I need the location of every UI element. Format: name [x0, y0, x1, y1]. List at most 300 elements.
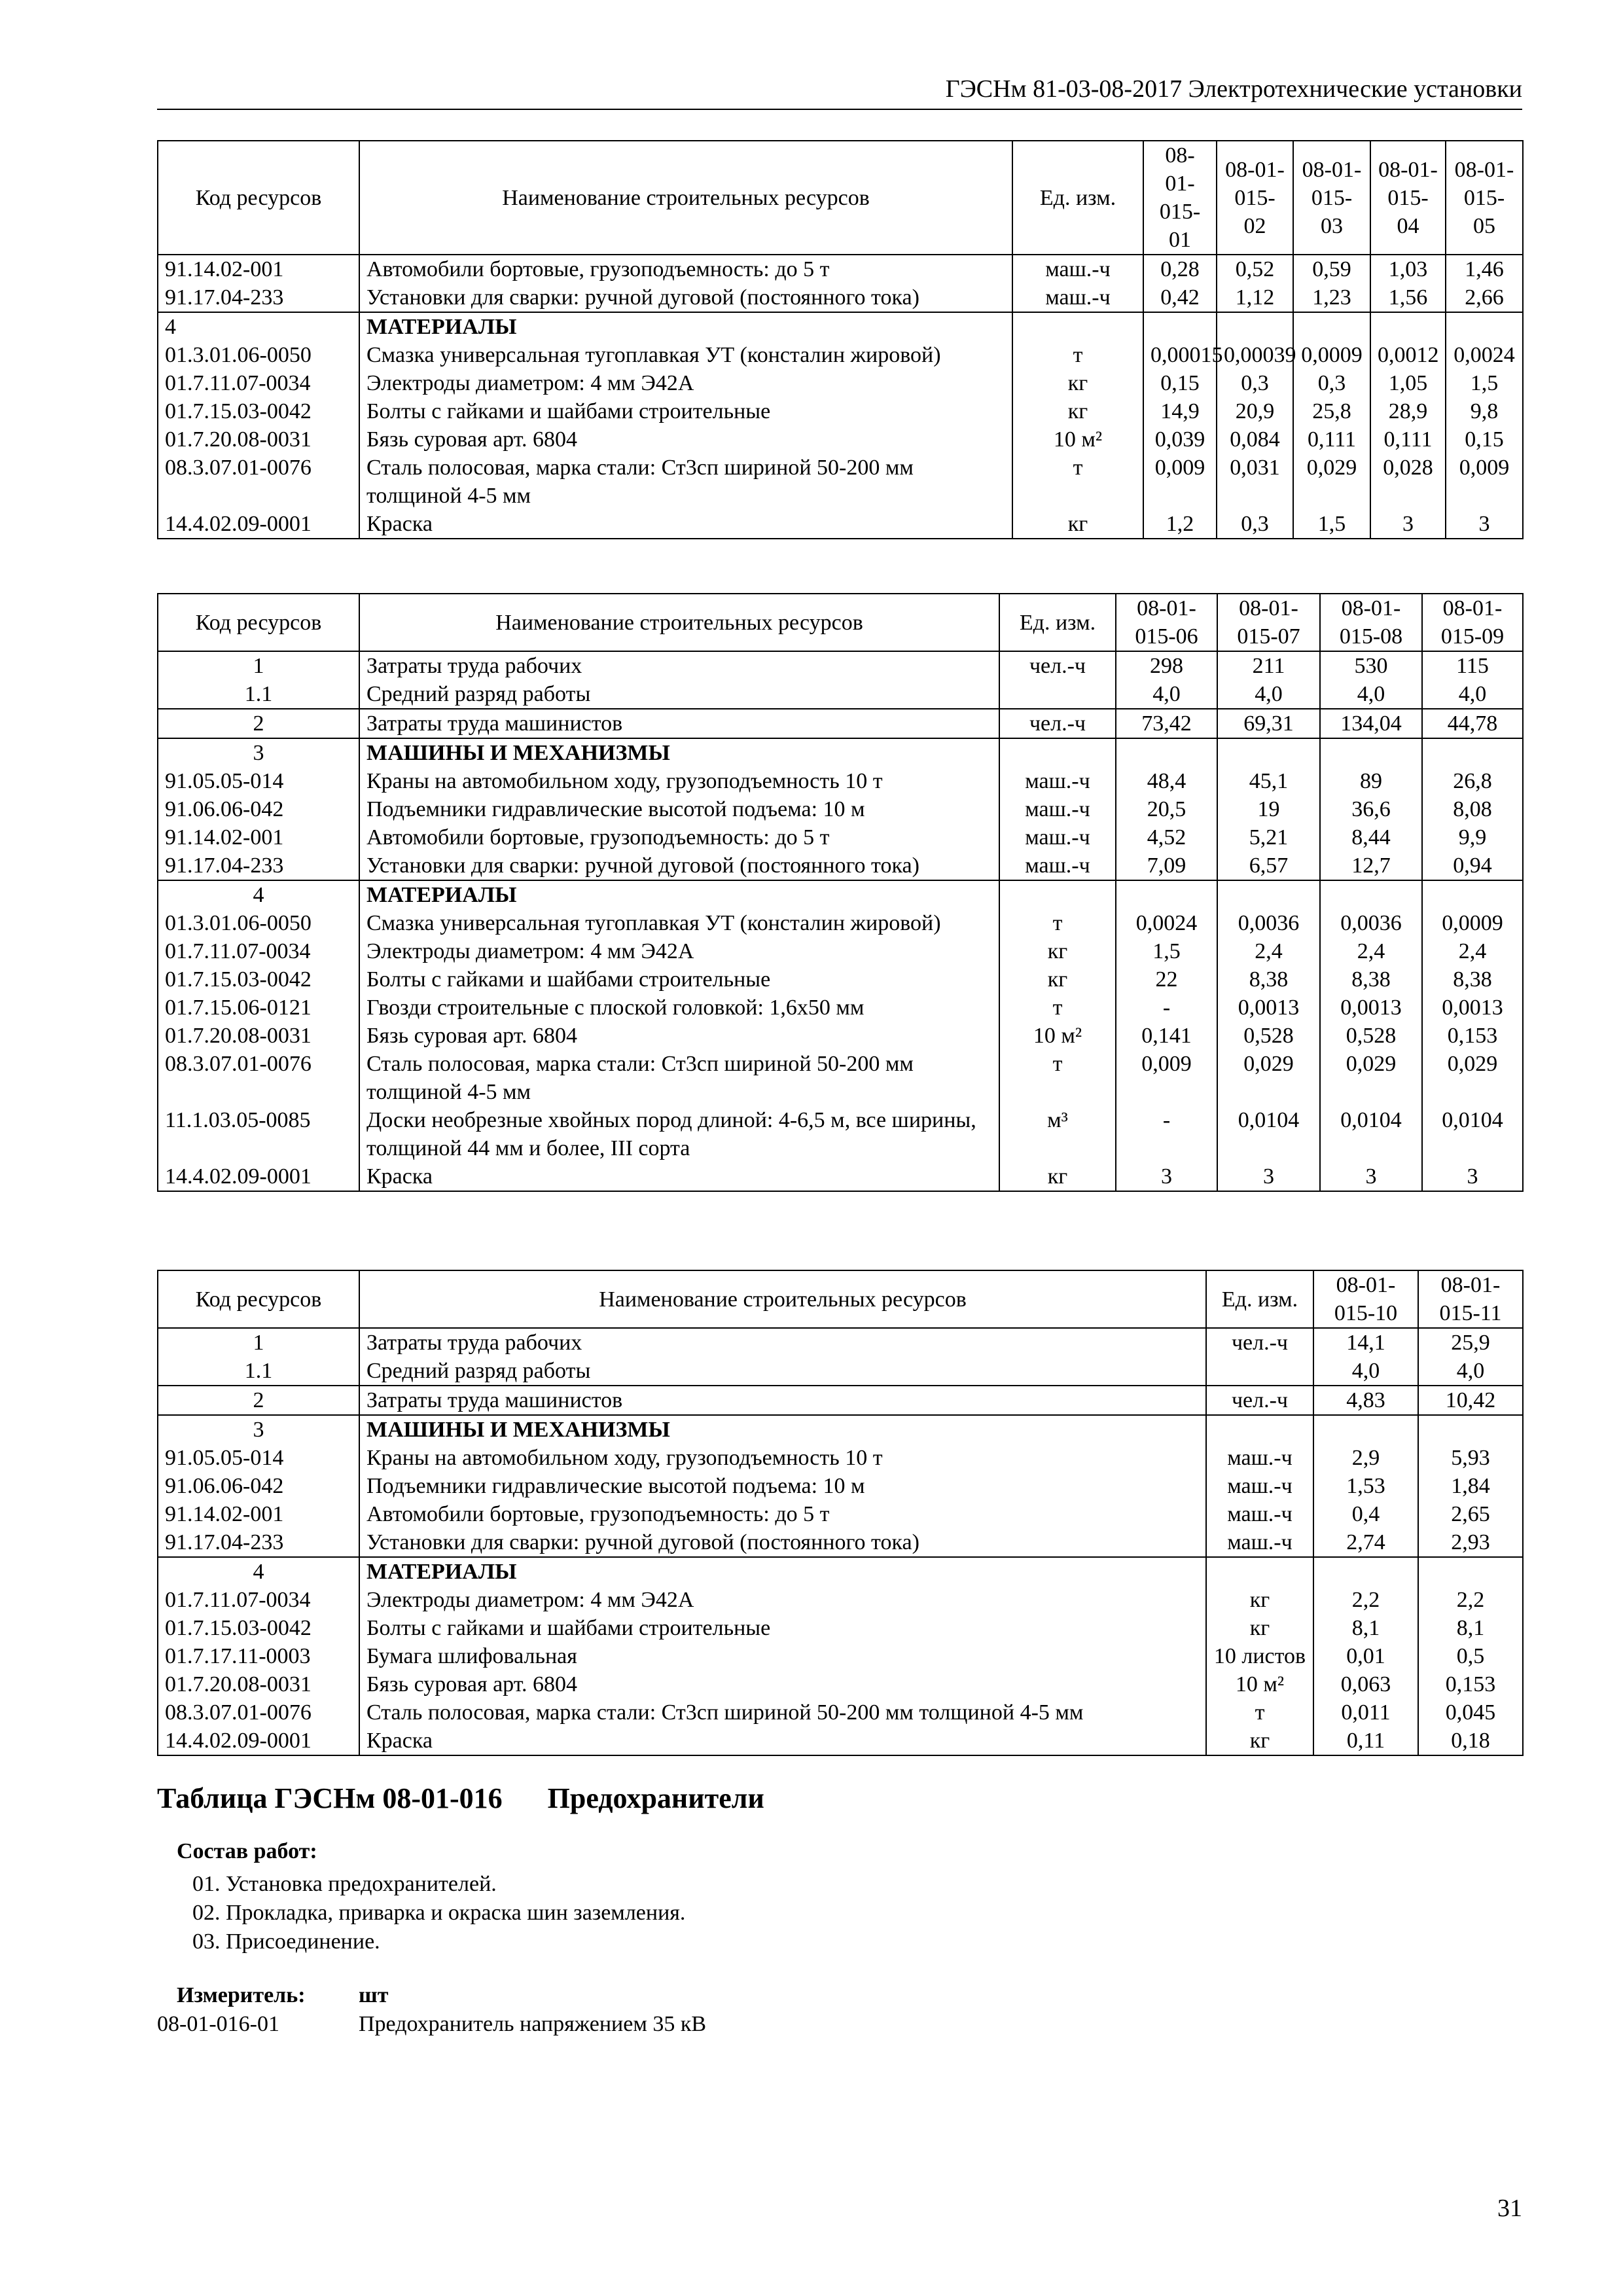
value-cell: [1217, 312, 1293, 341]
unit: маш.-ч: [999, 767, 1116, 795]
value-cell: [1293, 312, 1370, 341]
resource-name: Бязь суровая арт. 6804: [359, 425, 1012, 454]
value-cell: 0,0009: [1293, 341, 1370, 369]
resource-code: 91.14.02-001: [158, 255, 359, 283]
value-cell: 0,063: [1313, 1670, 1418, 1698]
table-row: [158, 1500, 1523, 1528]
value-cell: 0,3: [1293, 369, 1370, 397]
value-cell: 0,4: [1313, 1500, 1418, 1528]
value-cell: 0,11: [1313, 1727, 1418, 1755]
resource-name: Подъемники гидравлические высотой подъема: 10 м: [359, 795, 999, 823]
value-cell: [1320, 738, 1422, 767]
value-cell: 0,5: [1418, 1642, 1523, 1670]
value-cell: 2,93: [1418, 1528, 1523, 1557]
unit: кг: [1012, 397, 1143, 425]
table-row: [158, 909, 1523, 937]
value-cell: 0,01: [1313, 1642, 1418, 1670]
table-row: [158, 823, 1523, 852]
value-cell: 3: [1116, 1162, 1217, 1191]
unit: [999, 880, 1116, 909]
section-table-number: Таблица ГЭСНм 08-01-016: [157, 1782, 503, 1814]
resource-name: Сталь полосовая, марка стали: Ст3сп шириной 50-200 мм толщиной 4-5 мм: [359, 1698, 1206, 1727]
section-table-name: Предохранители: [547, 1782, 764, 1814]
column-header: 08-01- 015-11: [1418, 1270, 1523, 1328]
value-cell: 3: [1370, 510, 1446, 539]
resource-code: 08.3.07.01-0076: [158, 454, 359, 510]
resource-code: 14.4.02.09-0001: [158, 1727, 359, 1755]
resource-code: 2: [158, 1386, 359, 1415]
value-cell: 1,56: [1370, 283, 1446, 312]
running-header: ГЭСНм 81-03-08-2017 Электротехнические установки: [945, 75, 1522, 103]
resource-name: Затраты труда машинистов: [359, 709, 999, 738]
resource-code: 1: [158, 1328, 359, 1357]
value-cell: 19: [1217, 795, 1320, 823]
unit: т: [999, 1050, 1116, 1106]
resource-name: Затраты труда рабочих: [359, 651, 999, 680]
resource-code: 1: [158, 651, 359, 680]
value-cell: 5,21: [1217, 823, 1320, 852]
value-cell: 2,4: [1217, 937, 1320, 965]
value-cell: 73,42: [1116, 709, 1217, 738]
table-row: [158, 1050, 1523, 1106]
table-row: [158, 1557, 1523, 1586]
column-header: 08-01- 015-02: [1217, 141, 1293, 255]
column-header: 08-01- 015-10: [1313, 1270, 1418, 1328]
resource-code: 08.3.07.01-0076: [158, 1698, 359, 1727]
unit: чел.-ч: [1206, 1328, 1313, 1357]
value-cell: 1,46: [1446, 255, 1523, 283]
value-cell: 0,009: [1446, 454, 1523, 510]
unit: 10 листов: [1206, 1642, 1313, 1670]
unit: чел.-ч: [1206, 1386, 1313, 1415]
value-cell: 2,4: [1320, 937, 1422, 965]
resource-name: Болты с гайками и шайбами строительные: [359, 1614, 1206, 1642]
value-cell: 1,03: [1370, 255, 1446, 283]
value-cell: 9,8: [1446, 397, 1523, 425]
unit: кг: [999, 937, 1116, 965]
resource-code: 4: [158, 1557, 359, 1586]
value-cell: 0,42: [1143, 283, 1217, 312]
value-cell: 2,65: [1418, 1500, 1523, 1528]
unit: кг: [1206, 1727, 1313, 1755]
value-cell: 0,0024: [1446, 341, 1523, 369]
value-cell: 0,011: [1313, 1698, 1418, 1727]
resource-name: МАТЕРИАЛЫ: [359, 1557, 1206, 1586]
value-cell: 69,31: [1217, 709, 1320, 738]
value-cell: 12,7: [1320, 852, 1422, 880]
value-cell: 1,53: [1313, 1472, 1418, 1500]
value-cell: 0,0104: [1422, 1106, 1523, 1162]
resource-name: Бязь суровая арт. 6804: [359, 1670, 1206, 1698]
table-row: [158, 1415, 1523, 1444]
column-header: 08-01- 015-03: [1293, 141, 1370, 255]
column-header: 08-01- 015-09: [1422, 594, 1523, 651]
page-number: 31: [1497, 2195, 1522, 2222]
resource-name: Электроды диаметром: 4 мм Э42А: [359, 369, 1012, 397]
table-row: [158, 651, 1523, 680]
value-cell: 14,1: [1313, 1328, 1418, 1357]
value-cell: [1418, 1557, 1523, 1586]
value-cell: [1370, 312, 1446, 341]
value-cell: 1,5: [1293, 510, 1370, 539]
value-cell: 1,05: [1370, 369, 1446, 397]
resource-code: 01.7.20.08-0031: [158, 1022, 359, 1050]
value-cell: 14,9: [1143, 397, 1217, 425]
value-cell: 4,0: [1320, 680, 1422, 709]
resource-code: 3: [158, 1415, 359, 1444]
resource-code: 91.06.06-042: [158, 795, 359, 823]
value-cell: 20,5: [1116, 795, 1217, 823]
unit: маш.-ч: [999, 823, 1116, 852]
table-row: [158, 1444, 1523, 1472]
value-cell: 20,9: [1217, 397, 1293, 425]
value-cell: 9,9: [1422, 823, 1523, 852]
table-row: [158, 1528, 1523, 1557]
unit: 10 м²: [1206, 1670, 1313, 1698]
resource-name: Краска: [359, 1162, 999, 1191]
resource-name: Затраты труда рабочих: [359, 1328, 1206, 1357]
resource-name: Автомобили бортовые, грузоподъемность: до 5 т: [359, 255, 1012, 283]
unit: 10 м²: [1012, 425, 1143, 454]
value-cell: [1313, 1557, 1418, 1586]
value-cell: 0,94: [1422, 852, 1523, 880]
value-cell: 8,1: [1313, 1614, 1418, 1642]
column-header: 08-01- 015-06: [1116, 594, 1217, 651]
value-cell: -: [1116, 994, 1217, 1022]
value-cell: 2,2: [1313, 1586, 1418, 1614]
resource-name: Смазка универсальная тугоплавкая УТ (консталин жировой): [359, 909, 999, 937]
resources-table-015-10-11: [157, 1270, 1524, 1756]
column-header: Наименование строительных ресурсов: [359, 594, 999, 651]
header-rule: [157, 109, 1522, 110]
table-row: [158, 397, 1523, 425]
resource-code: 1.1: [158, 1357, 359, 1386]
table-row: [158, 709, 1523, 738]
unit: т: [999, 909, 1116, 937]
table-row: [158, 1727, 1523, 1755]
resource-name: Краны на автомобильном ходу, грузоподъемность 10 т: [359, 767, 999, 795]
resources-table-015-06-09: [157, 593, 1524, 1192]
resource-code: 01.7.11.07-0034: [158, 1586, 359, 1614]
resource-code: 01.7.11.07-0034: [158, 369, 359, 397]
work-item: 02. Прокладка, приварка и окраска шин заземления.: [192, 1901, 686, 1925]
column-header: 08-01- 015-04: [1370, 141, 1446, 255]
value-cell: 0,52: [1217, 255, 1293, 283]
resource-name: Бязь суровая арт. 6804: [359, 1022, 999, 1050]
table-row: [158, 510, 1523, 539]
unit: [999, 738, 1116, 767]
value-cell: 0,029: [1422, 1050, 1523, 1106]
unit: маш.-ч: [999, 795, 1116, 823]
work-item: 01. Установка предохранителей.: [192, 1872, 497, 1896]
value-cell: 0,0013: [1217, 994, 1320, 1022]
resource-code: 4: [158, 312, 359, 341]
table-row: [158, 283, 1523, 312]
resource-name: Краска: [359, 510, 1012, 539]
resource-code: 11.1.03.05-0085: [158, 1106, 359, 1162]
column-header: Ед. изм.: [1012, 141, 1143, 255]
value-cell: 89: [1320, 767, 1422, 795]
resource-name: Автомобили бортовые, грузоподъемность: до 5 т: [359, 823, 999, 852]
resource-code: 01.7.20.08-0031: [158, 425, 359, 454]
value-cell: 0,045: [1418, 1698, 1523, 1727]
value-cell: 4,0: [1116, 680, 1217, 709]
unit: [1206, 1415, 1313, 1444]
unit: чел.-ч: [999, 651, 1116, 680]
value-cell: 0,18: [1418, 1727, 1523, 1755]
value-cell: 0,009: [1143, 454, 1217, 510]
value-cell: 4,83: [1313, 1386, 1418, 1415]
value-cell: 5,93: [1418, 1444, 1523, 1472]
value-cell: -: [1116, 1106, 1217, 1162]
value-cell: 3: [1422, 1162, 1523, 1191]
value-cell: [1418, 1415, 1523, 1444]
unit: кг: [1206, 1586, 1313, 1614]
table-row: [158, 1328, 1523, 1357]
table-header-row: [158, 594, 1523, 651]
unit: кг: [999, 965, 1116, 994]
norm-code: 08-01-016-01: [157, 2012, 279, 2036]
value-cell: 0,028: [1370, 454, 1446, 510]
resource-code: 4: [158, 880, 359, 909]
resource-name: Средний разряд работы: [359, 1357, 1206, 1386]
value-cell: 45,1: [1217, 767, 1320, 795]
column-header: Наименование строительных ресурсов: [359, 141, 1012, 255]
table-row: [158, 1586, 1523, 1614]
table-header-row: [158, 1270, 1523, 1328]
value-cell: 25,8: [1293, 397, 1370, 425]
value-cell: 4,52: [1116, 823, 1217, 852]
table-row: [158, 312, 1523, 341]
value-cell: [1422, 880, 1523, 909]
table-row: [158, 1022, 1523, 1050]
value-cell: 4,0: [1422, 680, 1523, 709]
value-cell: 134,04: [1320, 709, 1422, 738]
value-cell: 7,09: [1116, 852, 1217, 880]
value-cell: 1,12: [1217, 283, 1293, 312]
value-cell: 0,153: [1418, 1670, 1523, 1698]
resource-name: Автомобили бортовые, грузоподъемность: до 5 т: [359, 1500, 1206, 1528]
resource-code: 01.7.15.03-0042: [158, 965, 359, 994]
unit: маш.-ч: [1012, 283, 1143, 312]
resource-name: Гвозди строительные с плоской головкой: 1,6x50 мм: [359, 994, 999, 1022]
resource-code: 14.4.02.09-0001: [158, 1162, 359, 1191]
resource-name: Затраты труда машинистов: [359, 1386, 1206, 1415]
resource-name: Доски необрезные хвойных пород длиной: 4-6,5 м, все ширины, толщиной 44 мм и более, III сорта: [359, 1106, 999, 1162]
value-cell: 0,15: [1143, 369, 1217, 397]
value-cell: 48,4: [1116, 767, 1217, 795]
value-cell: 25,9: [1418, 1328, 1523, 1357]
value-cell: 0,029: [1217, 1050, 1320, 1106]
resource-name: Краска: [359, 1727, 1206, 1755]
value-cell: 3: [1446, 510, 1523, 539]
unit: [1206, 1357, 1313, 1386]
resource-code: 01.7.15.06-0121: [158, 994, 359, 1022]
work-composition-heading: Состав работ:: [177, 1839, 317, 1863]
value-cell: 26,8: [1422, 767, 1523, 795]
value-cell: 0,15: [1446, 425, 1523, 454]
value-cell: 0,084: [1217, 425, 1293, 454]
section-title: [157, 1782, 764, 1815]
table-row: [158, 341, 1523, 369]
value-cell: 44,78: [1422, 709, 1523, 738]
value-cell: 0,153: [1422, 1022, 1523, 1050]
resource-code: 91.17.04-233: [158, 283, 359, 312]
measure-value: шт: [359, 1983, 389, 2007]
value-cell: 1,5: [1446, 369, 1523, 397]
value-cell: 2,4: [1422, 937, 1523, 965]
value-cell: 530: [1320, 651, 1422, 680]
table-row: [158, 937, 1523, 965]
value-cell: 0,0036: [1320, 909, 1422, 937]
unit: маш.-ч: [1012, 255, 1143, 283]
value-cell: [1422, 738, 1523, 767]
resource-code: 08.3.07.01-0076: [158, 1050, 359, 1106]
resource-code: 91.17.04-233: [158, 852, 359, 880]
value-cell: 1,84: [1418, 1472, 1523, 1500]
value-cell: 0,59: [1293, 255, 1370, 283]
value-cell: 4,0: [1217, 680, 1320, 709]
value-cell: 1,2: [1143, 510, 1217, 539]
unit: маш.-ч: [1206, 1444, 1313, 1472]
value-cell: [1116, 738, 1217, 767]
resource-code: 91.17.04-233: [158, 1528, 359, 1557]
work-item: 03. Присоединение.: [192, 1929, 380, 1954]
resource-code: 91.06.06-042: [158, 1472, 359, 1500]
resource-code: 1.1: [158, 680, 359, 709]
resources-table-015-01-05: [157, 140, 1524, 539]
unit: маш.-ч: [999, 852, 1116, 880]
resource-name: МАТЕРИАЛЫ: [359, 880, 999, 909]
column-header: 08-01- 015-08: [1320, 594, 1422, 651]
value-cell: [1313, 1415, 1418, 1444]
value-cell: 0,029: [1320, 1050, 1422, 1106]
table-row: [158, 1642, 1523, 1670]
resource-name: Средний разряд работы: [359, 680, 999, 709]
value-cell: 28,9: [1370, 397, 1446, 425]
table-row: [158, 1357, 1523, 1386]
unit: [999, 680, 1116, 709]
value-cell: [1143, 312, 1217, 341]
table-row: [158, 454, 1523, 510]
value-cell: 8,44: [1320, 823, 1422, 852]
value-cell: 0,00039: [1217, 341, 1293, 369]
resource-name: Сталь полосовая, марка стали: Ст3сп шириной 50-200 мм толщиной 4-5 мм: [359, 454, 1012, 510]
value-cell: 8,1: [1418, 1614, 1523, 1642]
table-row: [158, 1698, 1523, 1727]
value-cell: 0,0036: [1217, 909, 1320, 937]
table-row: [158, 1670, 1523, 1698]
value-cell: 0,039: [1143, 425, 1217, 454]
column-header: 08-01- 015-01: [1143, 141, 1217, 255]
value-cell: 0,029: [1293, 454, 1370, 510]
unit: кг: [999, 1162, 1116, 1191]
table-row: [158, 1472, 1523, 1500]
value-cell: 0,111: [1293, 425, 1370, 454]
table-row: [158, 965, 1523, 994]
column-header: 08-01- 015-05: [1446, 141, 1523, 255]
resource-code: 01.7.11.07-0034: [158, 937, 359, 965]
resource-name: Смазка универсальная тугоплавкая УТ (консталин жировой): [359, 341, 1012, 369]
value-cell: 0,0012: [1370, 341, 1446, 369]
unit: [1012, 312, 1143, 341]
unit: м³: [999, 1106, 1116, 1162]
value-cell: 298: [1116, 651, 1217, 680]
unit: чел.-ч: [999, 709, 1116, 738]
value-cell: 3: [1320, 1162, 1422, 1191]
resource-name: Подъемники гидравлические высотой подъема: 10 м: [359, 1472, 1206, 1500]
value-cell: 8,38: [1217, 965, 1320, 994]
value-cell: 4,0: [1313, 1357, 1418, 1386]
table-row: [158, 767, 1523, 795]
value-cell: 0,009: [1116, 1050, 1217, 1106]
value-cell: 2,9: [1313, 1444, 1418, 1472]
value-cell: 3: [1217, 1162, 1320, 1191]
value-cell: 8,38: [1422, 965, 1523, 994]
unit: кг: [1012, 510, 1143, 539]
value-cell: 8,38: [1320, 965, 1422, 994]
value-cell: 0,28: [1143, 255, 1217, 283]
value-cell: [1446, 312, 1523, 341]
resource-name: Установки для сварки: ручной дуговой (постоянного тока): [359, 1528, 1206, 1557]
resource-code: 2: [158, 709, 359, 738]
resource-name: Электроды диаметром: 4 мм Э42А: [359, 937, 999, 965]
unit: [1206, 1557, 1313, 1586]
table-row: [158, 255, 1523, 283]
value-cell: 6,57: [1217, 852, 1320, 880]
value-cell: 0,528: [1217, 1022, 1320, 1050]
table-row: [158, 1614, 1523, 1642]
resource-name: Бумага шлифовальная: [359, 1642, 1206, 1670]
unit: маш.-ч: [1206, 1472, 1313, 1500]
column-header: Наименование строительных ресурсов: [359, 1270, 1206, 1328]
resource-name: МАТЕРИАЛЫ: [359, 312, 1012, 341]
unit: т: [1012, 454, 1143, 510]
value-cell: [1320, 880, 1422, 909]
value-cell: 10,42: [1418, 1386, 1523, 1415]
value-cell: [1217, 738, 1320, 767]
value-cell: 115: [1422, 651, 1523, 680]
resource-code: 01.3.01.06-0050: [158, 909, 359, 937]
value-cell: 0,0013: [1422, 994, 1523, 1022]
resource-name: Электроды диаметром: 4 мм Э42А: [359, 1586, 1206, 1614]
value-cell: [1116, 880, 1217, 909]
value-cell: 1,5: [1116, 937, 1217, 965]
value-cell: [1217, 880, 1320, 909]
resource-code: 01.7.20.08-0031: [158, 1670, 359, 1698]
value-cell: 2,2: [1418, 1586, 1523, 1614]
table-row: [158, 369, 1523, 397]
resource-name: Установки для сварки: ручной дуговой (постоянного тока): [359, 283, 1012, 312]
table-row: [158, 1106, 1523, 1162]
value-cell: 211: [1217, 651, 1320, 680]
value-cell: 36,6: [1320, 795, 1422, 823]
table-row: [158, 994, 1523, 1022]
resource-code: 01.7.15.03-0042: [158, 397, 359, 425]
resource-name: Установки для сварки: ручной дуговой (постоянного тока): [359, 852, 999, 880]
resource-name: Краны на автомобильном ходу, грузоподъемность 10 т: [359, 1444, 1206, 1472]
table-row: [158, 852, 1523, 880]
resource-name: МАШИНЫ И МЕХАНИЗМЫ: [359, 1415, 1206, 1444]
table-row: [158, 738, 1523, 767]
unit: маш.-ч: [1206, 1500, 1313, 1528]
resource-code: 14.4.02.09-0001: [158, 510, 359, 539]
resource-code: 01.3.01.06-0050: [158, 341, 359, 369]
unit: т: [1012, 341, 1143, 369]
table-row: [158, 880, 1523, 909]
value-cell: 0,3: [1217, 510, 1293, 539]
resource-code: 01.7.17.11-0003: [158, 1642, 359, 1670]
